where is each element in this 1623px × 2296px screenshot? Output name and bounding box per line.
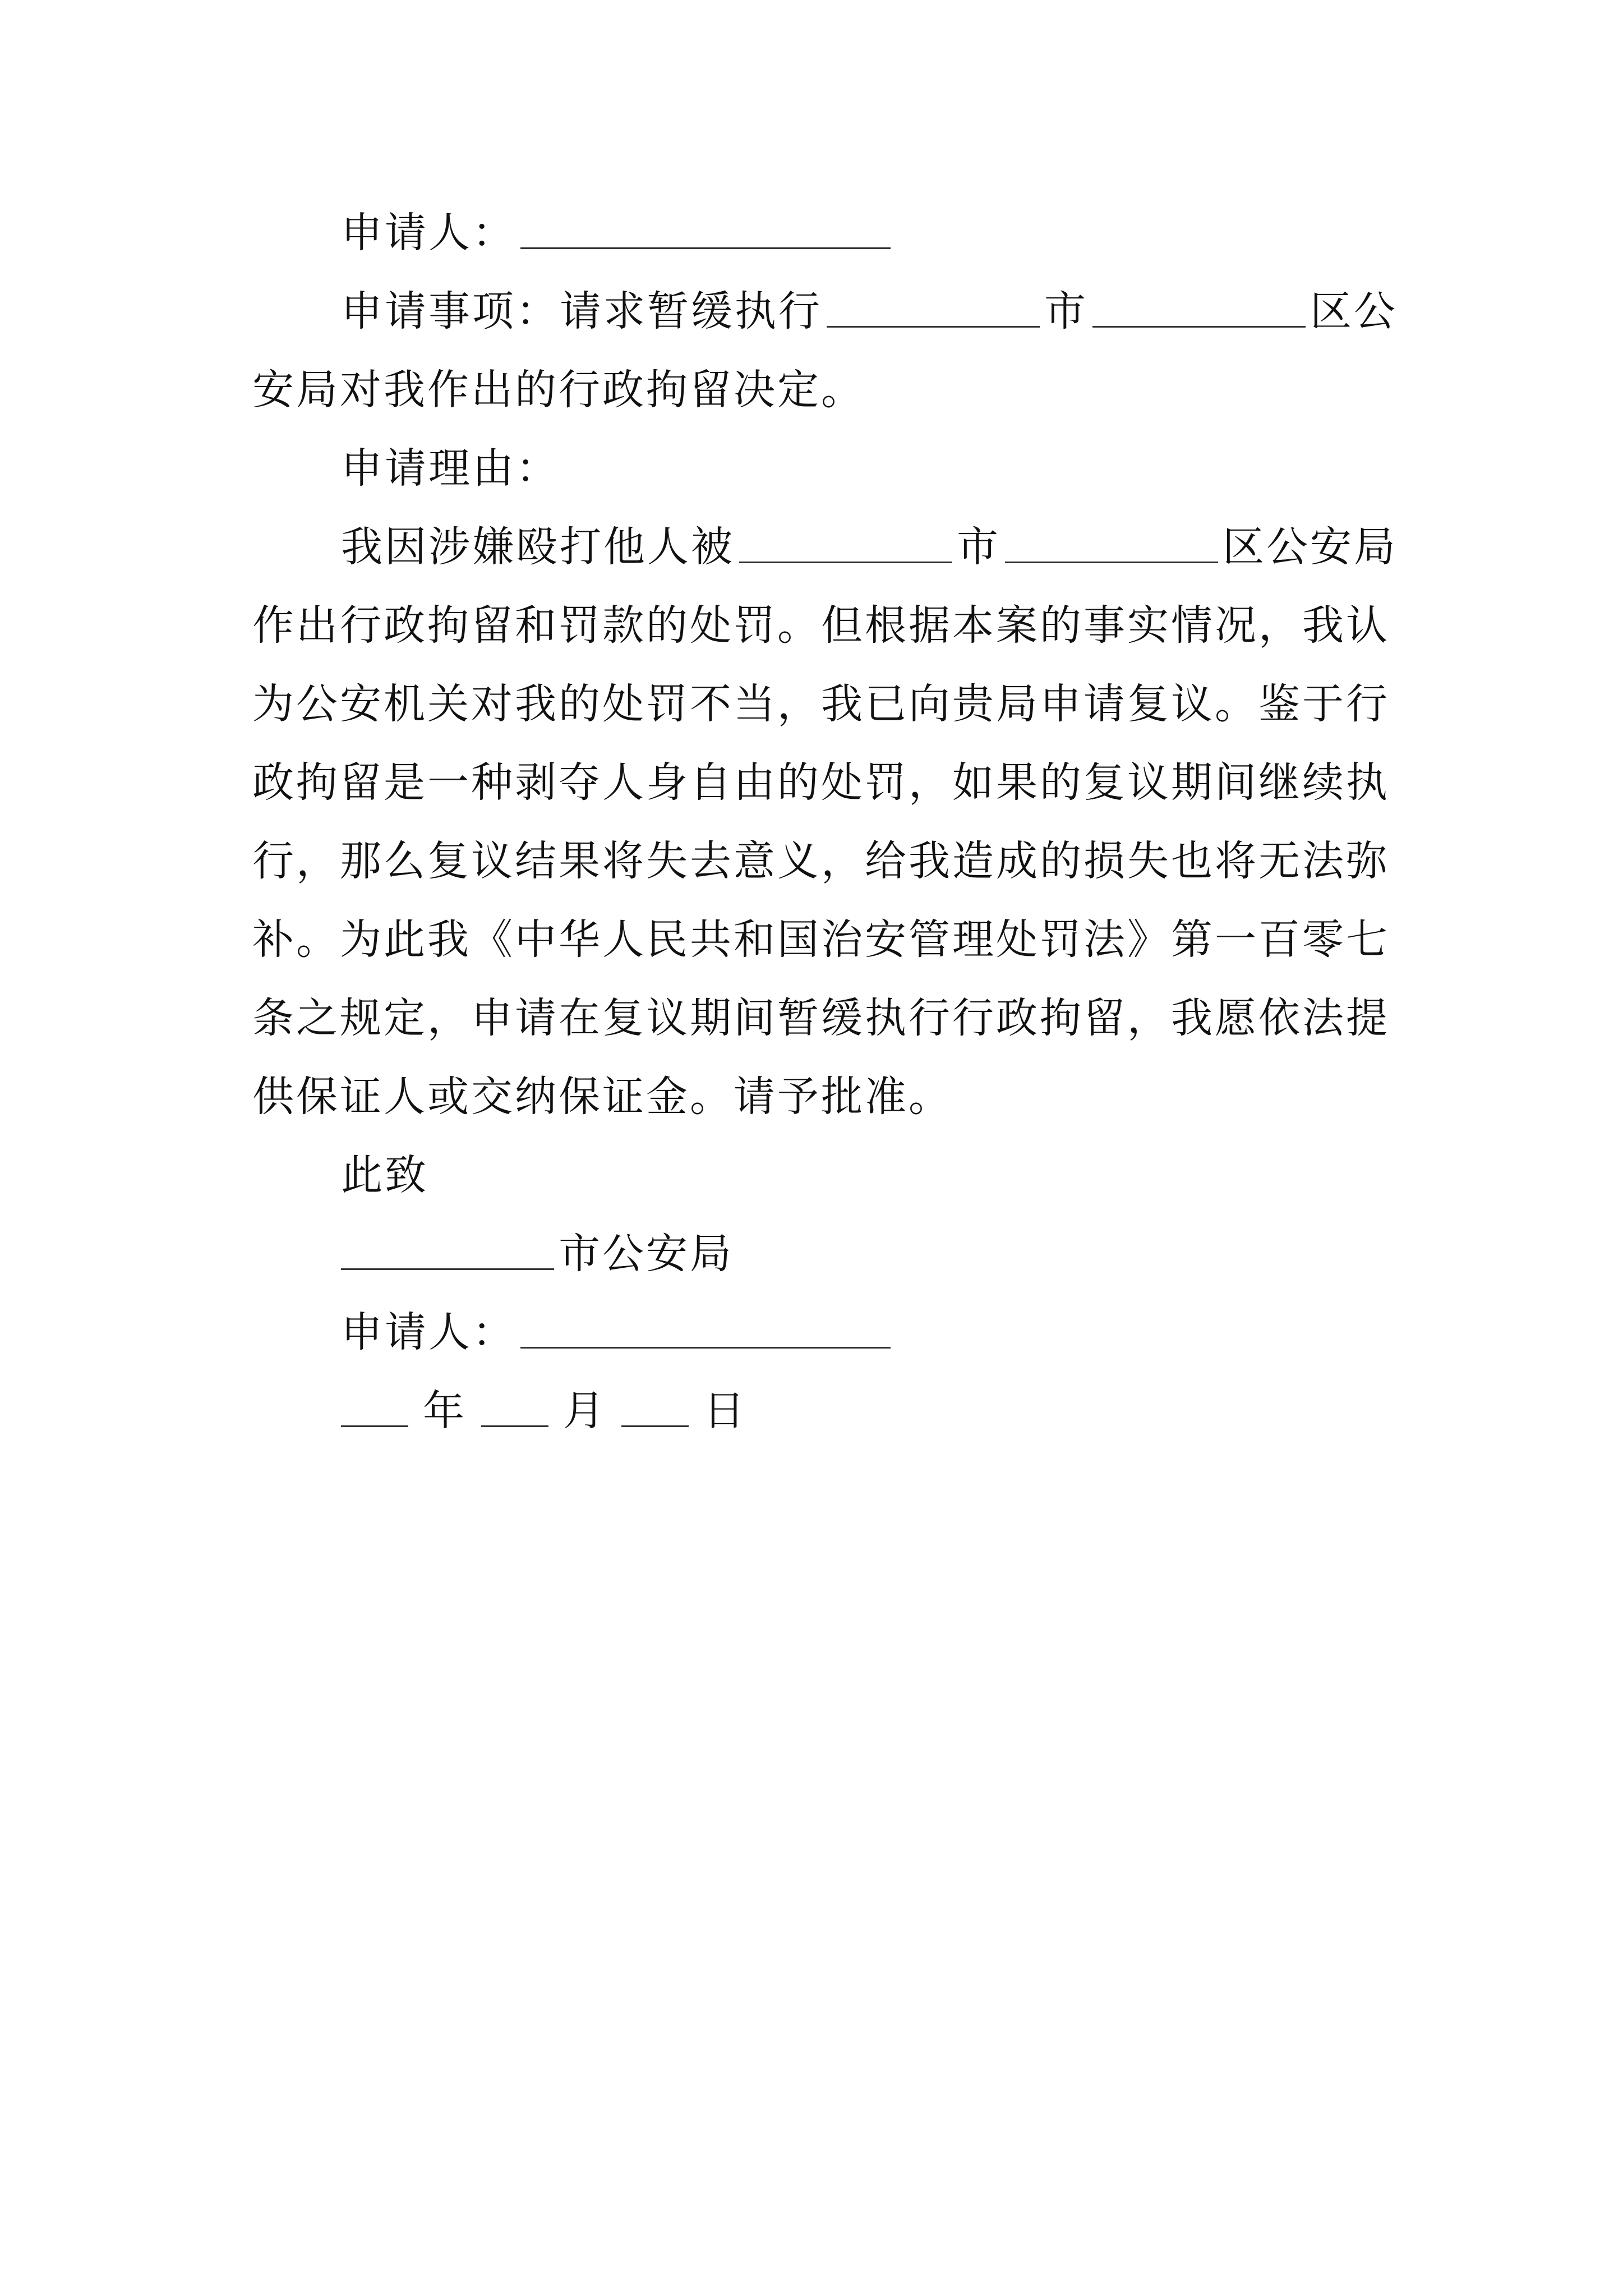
day-blank [621, 1388, 689, 1427]
reason-line-3: 为公安机关对我的处罚不当，我已向贵局申请复议。鉴于行 [252, 680, 1390, 728]
reason-heading [341, 440, 1385, 496]
signature-line [341, 1304, 1385, 1360]
year-blank [341, 1388, 408, 1427]
signature-label: 申请人： [341, 1308, 516, 1356]
date-month: 月 [563, 1387, 607, 1435]
recipient-suffix: 市公安局 [559, 1230, 734, 1278]
reason-label: 申请理由： [341, 444, 560, 493]
applicant-blank [520, 210, 891, 249]
reason-line-7: 条之规定，申请在复议期间暂缓执行行政拘留，我愿依法提 [252, 994, 1390, 1042]
reason-line-1-b: 市 [957, 523, 1000, 571]
date-line [341, 1383, 1385, 1439]
closing-text: 此致 [341, 1151, 428, 1199]
closing-line [341, 1147, 1385, 1203]
matter-label: 申请事项： [341, 287, 560, 335]
month-blank [481, 1388, 548, 1427]
matter-text-2: 安局对我作出的行政拘留决定。 [252, 366, 865, 414]
signature-blank [520, 1310, 891, 1349]
reason-line-1 [341, 519, 1398, 575]
reason-line-4: 政拘留是一种剥夺人身自由的处罚，如果的复议期间继续执 [252, 758, 1390, 807]
matter-city: 市 [1044, 287, 1088, 335]
reason-line-8: 供保证人或交纳保证金。请予批准。 [252, 1073, 952, 1121]
date-year: 年 [423, 1387, 467, 1435]
matter-district: 区公 [1310, 287, 1398, 335]
reason-line-2: 作出行政拘留和罚款的处罚。但根据本案的事实情况，我认 [252, 601, 1390, 650]
reason-district-blank [1005, 524, 1218, 563]
reason-line-1-a: 我因涉嫌殴打他人被 [341, 523, 735, 571]
reason-line-1-c: 区公安局 [1223, 523, 1398, 571]
recipient-line [341, 1226, 1385, 1282]
applicant-label: 申请人： [341, 209, 516, 257]
matter-text-1: 请求暂缓执行 [560, 287, 822, 335]
reason-line-5: 行，那么复议结果将失去意义，给我造成的损失也将无法弥 [252, 837, 1390, 885]
matter-district-blank [1092, 289, 1306, 328]
matter-line-2 [252, 362, 1385, 418]
applicant-line [341, 205, 1385, 261]
date-day: 日 [703, 1387, 747, 1435]
matter-line-1 [341, 283, 1398, 339]
matter-city-blank [827, 289, 1040, 328]
reason-line-6: 补。为此我《中华人民共和国治安管理处罚法》第一百零七 [252, 915, 1390, 964]
recipient-blank [341, 1231, 554, 1270]
reason-city-blank [739, 524, 952, 563]
